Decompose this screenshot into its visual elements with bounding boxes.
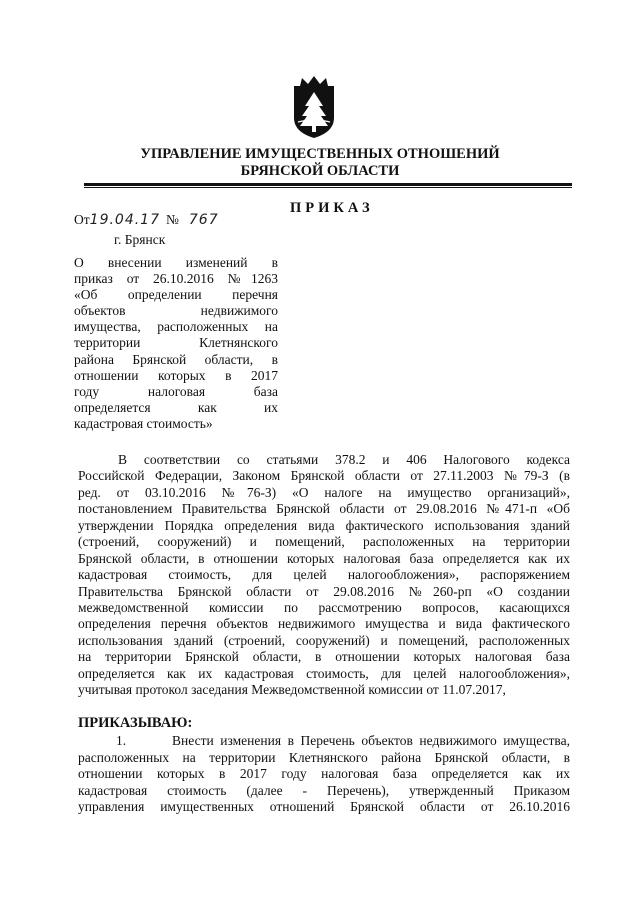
order-subject: [74, 255, 278, 432]
subject-line: О внесении изменений в: [74, 255, 278, 270]
subject-line: объектов недвижимого: [74, 303, 278, 319]
body-line: кадастровая стоимость, для целей налогообложения», распоряжением: [78, 567, 570, 583]
preamble-paragraph: [78, 452, 570, 699]
body-line: учитывая протокол заседания Межведомственной комиссии от 11.07.2017,: [78, 682, 506, 698]
handwritten-number: 767: [188, 212, 219, 228]
body-line: Правительства Брянской области от 29.08.2016 №260-рп «О создании: [78, 583, 570, 599]
body-line: определяется как их кадастровая стоимость, для целей налогообложения»,: [78, 665, 570, 681]
subject-line: приказ от 26.10.2016 №1263: [74, 271, 278, 287]
body-line: на территории Брянской области, в отношении которых налоговая база: [78, 649, 570, 665]
item-line: 1. Внести изменения в Перечень объектов недвижимого имущества,: [116, 733, 570, 748]
date-number-line: [74, 212, 219, 228]
header-rule-thick: [84, 183, 572, 186]
org-title-line1: УПРАВЛЕНИЕ ИМУЩЕСТВЕННЫХ ОТНОШЕНИЙ: [140, 146, 500, 162]
item-line: кадастровая стоимость (далее - Перечень), утвержденный Приказом: [78, 782, 570, 798]
number-prefix: №: [166, 212, 179, 227]
org-title-line2: БРЯНСКОЙ ОБЛАСТИ: [240, 163, 400, 179]
body-line: использования зданий (строений, сооружений) и помещений, расположенных: [78, 632, 570, 648]
body-line: (строений, сооружений) и помещений, расположенных на территории: [78, 534, 570, 550]
subject-line: территории Клетнянского: [74, 335, 278, 351]
subject-line: году налоговая база: [74, 383, 278, 399]
subject-line: имущества, расположенных на: [74, 319, 278, 335]
body-line: утверждении Порядка определения вида фактического использования зданий: [78, 517, 570, 533]
body-line: межведомственной комиссии по рассмотрению вопросов, касающихся: [78, 599, 570, 615]
body-line: В соответствии со статьями 378.2 и 406 Налогового кодекса: [118, 452, 570, 467]
subject-line: района Брянской области, в: [74, 351, 278, 367]
order-directive-heading: ПРИКАЗЫВАЮ:: [78, 715, 193, 731]
order-item-1: [78, 733, 570, 816]
subject-line: определяется как их: [74, 399, 278, 415]
organization-title: [0, 146, 640, 180]
body-line: постановлением Правительства Брянской области от 29.08.2016 №471-п «Об: [78, 501, 570, 517]
item-line: расположенных на территории Клетнянского района Брянской области, в: [78, 749, 570, 765]
body-line: определения перечня объектов недвижимого имущества и вида фактического: [78, 616, 570, 632]
subject-line: отношении которых в 2017: [74, 367, 278, 383]
city: г. Брянск: [114, 232, 166, 247]
header-rule-thin: [84, 187, 572, 188]
date-prefix: От: [74, 212, 90, 227]
document-type: ПРИКАЗ: [290, 200, 374, 216]
item-line: управления имущественных отношений Брянской области от 26.10.2016: [78, 799, 570, 815]
body-line: Российской Федерации, Законом Брянской области от 27.11.2003 №79-З (в: [78, 468, 570, 484]
handwritten-date: 19.04.17: [89, 212, 160, 228]
coat-of-arms-emblem: [288, 72, 340, 140]
subject-line: кадастровая стоимость»: [74, 415, 213, 431]
body-line: Брянской области, в отношении которых налоговая база определяется как их: [78, 550, 570, 566]
subject-line: «Об определении перечня: [74, 287, 278, 303]
item-line: отношении которых в 2017 году налоговая база определяется как их: [78, 766, 570, 782]
body-line: ред. от 03.10.2016 №76-З) «О налоге на имущество организаций»,: [78, 484, 570, 500]
